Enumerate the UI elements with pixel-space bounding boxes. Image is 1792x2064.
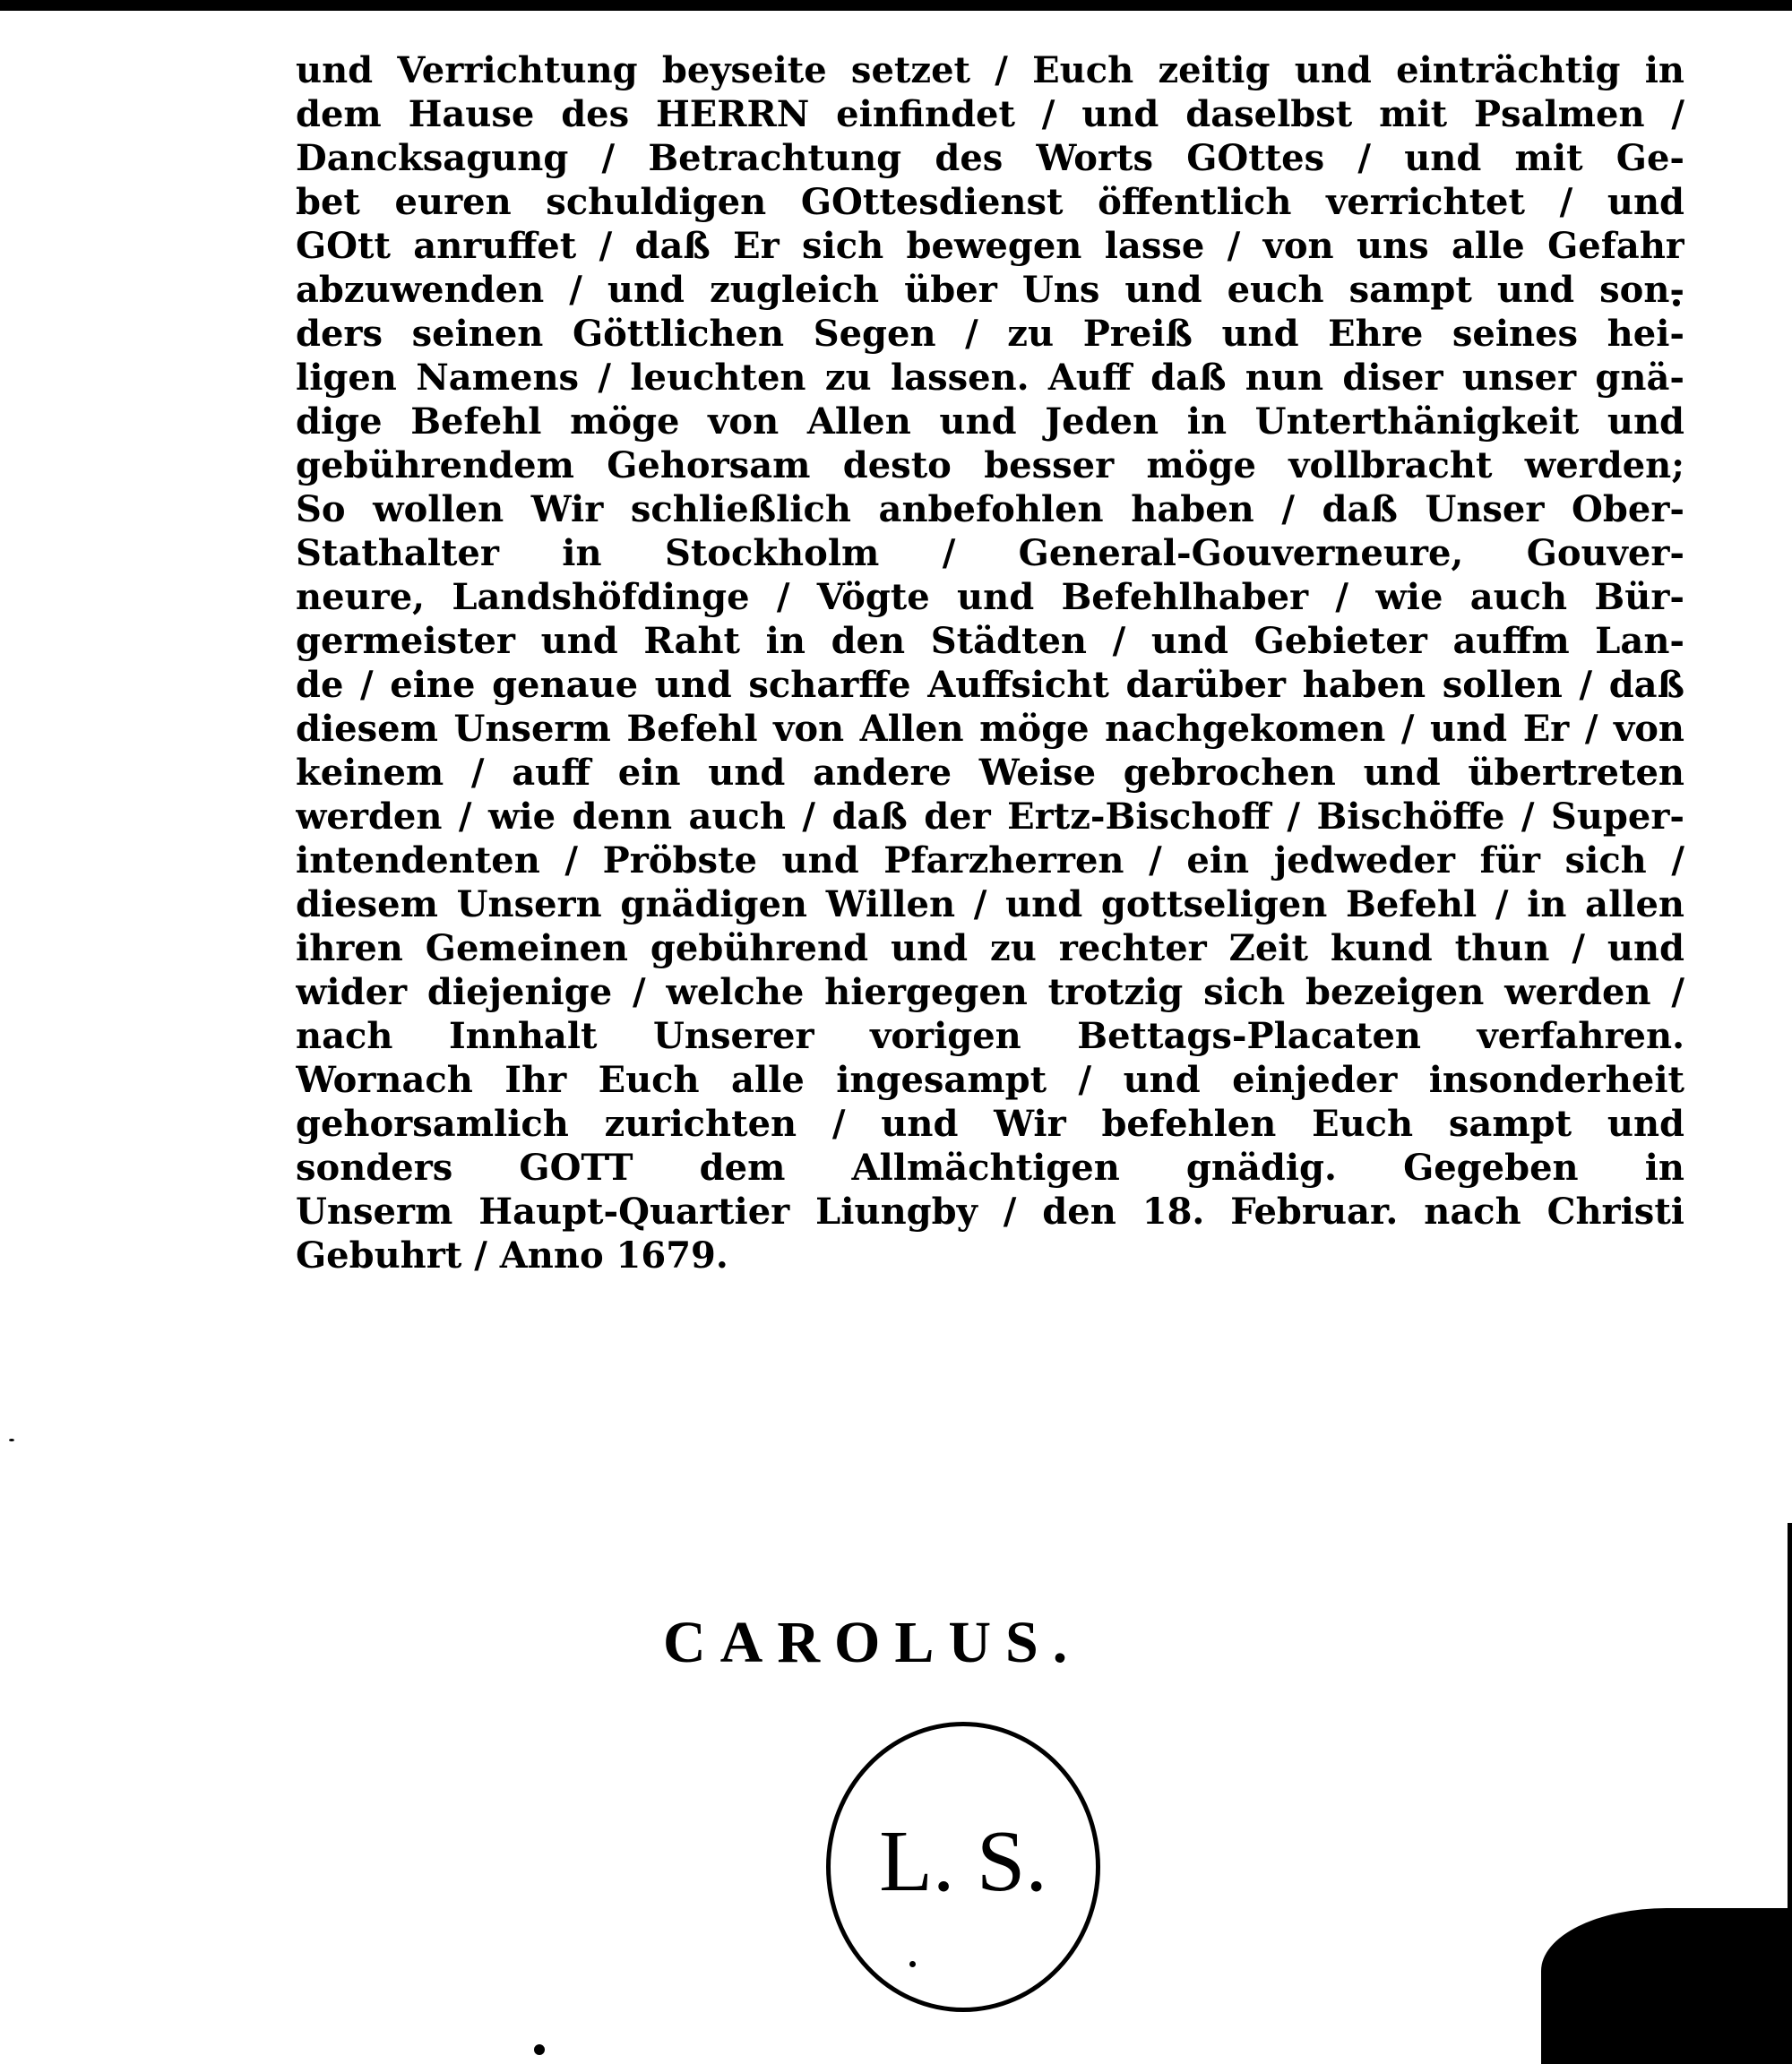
top-border-rule	[0, 0, 1792, 11]
text-line: Wornach Ihr Euch alle ingesampt / und einjeder insonderheit	[296, 1059, 1684, 1101]
text-line: neure, Landshöfdinge / Vögte und Befehlhaber / wie auch Bür-	[296, 576, 1684, 618]
text-line: nach Innhalt Unserer vorigen Bettags-Placaten verfahren.	[296, 1015, 1684, 1057]
text-line: sonders GOTT dem Allmächtigen gnädig. Gegeben in	[296, 1147, 1684, 1189]
torn-corner-shadow	[1541, 1908, 1792, 2064]
text-line: Stathalter in Stockholm / General-Gouverneure, Gouver-	[296, 532, 1684, 574]
text-line: Gebuhrt / Anno 1679.	[296, 1234, 728, 1277]
text-line: ders seinen Göttlichen Segen / zu Preiß und Ehre seines hei-	[296, 313, 1684, 355]
text-line: bet euren schuldigen GOttesdienst öffentlich verrichtet / und	[296, 181, 1684, 223]
text-line: germeister und Raht in den Städten / und Gebieter auffm Lan-	[296, 620, 1684, 662]
text-line: dige Befehl möge von Allen und Jeden in Unterthänigkeit und	[296, 400, 1684, 443]
royal-signature: CAROLUS.	[663, 1610, 1082, 1675]
text-line: intendenten / Pröbste und Pfarzherren / ein jedweder für sich /	[296, 839, 1684, 882]
text-line: de / eine genaue und scharffe Auffsicht darüber haben sollen / daß	[296, 664, 1684, 706]
text-line: gebührendem Gehorsam desto besser möge vollbracht werden;	[296, 444, 1684, 486]
text-line: So wollen Wir schließlich anbefohlen haben / daß Unser Ober-	[296, 488, 1684, 530]
text-line: GOtt anruffet / daß Er sich bewegen lasse / von uns alle Gefahr	[296, 225, 1684, 267]
seal-circle	[826, 1722, 1100, 2012]
text-line: wider diejenige / welche hiergegen trotzig sich bezeigen werden /	[296, 971, 1684, 1013]
text-line: Unserm Haupt-Quartier Liungby / den 18. Februar. nach Christi	[296, 1191, 1684, 1233]
text-line: ligen Namens / leuchten zu lassen. Auff daß nun diser unser gnä-	[296, 357, 1684, 399]
seal-label: L. S.	[879, 1813, 1047, 1910]
text-line: keinem / auff ein und andere Weise gebrochen und übertreten	[296, 752, 1684, 794]
seal-dot	[909, 1961, 916, 1967]
text-line: diesem Unserm Befehl von Allen möge nachgekomen / und Er / von	[296, 708, 1684, 750]
decree-body-text	[296, 48, 1684, 1277]
text-line: werden / wie denn auch / daß der Ertz-Bischoff / Bischöffe / Super-	[296, 796, 1684, 838]
text-line: Dancksagung / Betrachtung des Worts GOttes / und mit Ge-	[296, 137, 1684, 179]
text-line: abzuwenden / und zugleich über Uns und euch sampt und son-	[296, 269, 1684, 311]
text-line: gehorsamlich zurichten / und Wir befehlen Euch sampt und	[296, 1103, 1684, 1145]
text-line: ihren Gemeinen gebührend und zu rechter Zeit kund thun / und	[296, 927, 1684, 969]
text-line: diesem Unsern gnädigen Willen / und gottseligen Befehl / in allen	[296, 883, 1684, 925]
text-line: dem Hause des HERRN einfindet / und daselbst mit Psalmen /	[296, 93, 1684, 135]
text-line: und Verrichtung beyseite setzet / Euch zeitig und einträchtig in	[296, 49, 1684, 91]
ink-speck	[9, 1439, 14, 1441]
ink-speck	[534, 2044, 545, 2055]
